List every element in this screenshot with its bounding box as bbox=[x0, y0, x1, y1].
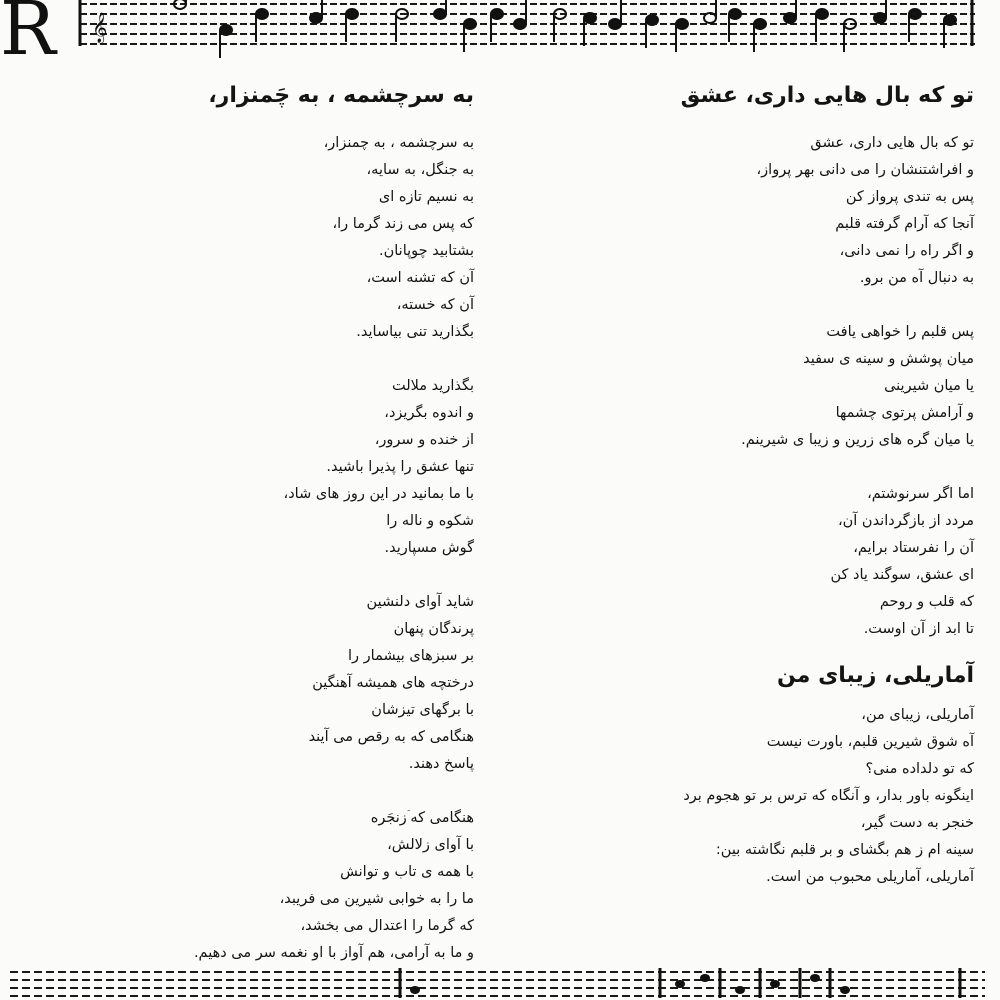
stanza bbox=[554, 319, 974, 454]
poem-line: پس قلبم را خواهی یافت bbox=[826, 324, 974, 340]
poem-title: تو که بال هایی داری، عشق bbox=[680, 83, 974, 108]
poem-line: که پس می زند گرما را، bbox=[332, 216, 474, 232]
poem-line: و ما به آرامی، هم آواز با او نغمه سر می دهیم. bbox=[193, 945, 474, 961]
poem-line: بگذارید تنی بیاساید. bbox=[356, 324, 474, 340]
poem-line: تنها عشق را پذیرا باشید. bbox=[326, 459, 474, 475]
stanza bbox=[144, 589, 474, 778]
stanza bbox=[554, 130, 974, 292]
poem-line: با برگهای تیزشان bbox=[371, 702, 474, 718]
poem-line: پاسخ دهند. bbox=[408, 756, 474, 772]
poem-line: که قلب و روحم bbox=[879, 594, 974, 610]
left-column bbox=[144, 76, 474, 967]
poem-line: و اگر راه را نمی دانی، bbox=[839, 243, 974, 259]
poem-line: آن که خسته، bbox=[396, 297, 474, 313]
poem-title: آماریلی، زیبای من bbox=[776, 663, 974, 688]
poem-body bbox=[144, 130, 474, 967]
poem-line: مردد از بازگرداندن آن، bbox=[837, 513, 974, 529]
poem-line: درختچه های همیشه آهنگین bbox=[312, 675, 474, 691]
poem-line: از خنده و سرور، bbox=[374, 432, 474, 448]
poem-line: خنجر به دست گیر، bbox=[860, 815, 974, 831]
poem-line: که تو دلداده منی؟ bbox=[865, 761, 974, 777]
poem-line: شکوه و ناله را bbox=[386, 513, 474, 529]
stanza bbox=[554, 702, 974, 891]
poem-line: به دنبال آه من برو. bbox=[859, 270, 974, 286]
poem-body bbox=[554, 702, 974, 891]
drop-cap-letter: R bbox=[0, 0, 56, 72]
poem-line: آنجا که آرام گرفته قلبم bbox=[835, 216, 974, 232]
poem-line: با آوای زلالش، bbox=[387, 837, 474, 853]
right-column bbox=[554, 76, 974, 891]
poem-line: و آرامش پرتوی چشمها bbox=[835, 405, 974, 421]
poem-line: به نسیم تازه ای bbox=[378, 189, 474, 205]
poem-line: گوش مسپارید. bbox=[384, 540, 474, 556]
music-staff-ornament-top bbox=[0, 0, 1000, 62]
music-staff-ornament-bottom bbox=[0, 968, 1000, 1000]
poem-line: پرندگان پنهان bbox=[393, 621, 474, 637]
stanza bbox=[144, 805, 474, 967]
poem-line: سینه ام ز هم بگشای و بر قلبم نگاشته بین: bbox=[715, 842, 974, 858]
poem-line: با ما بمانید در این روز های شاد، bbox=[283, 486, 474, 502]
poem-line: تا ابد از آن اوست. bbox=[863, 621, 974, 637]
poem-line: با همه ی تاب و توانش bbox=[340, 864, 474, 880]
poem-line: آه شوق شیرین قلبم، باورت نیست bbox=[766, 734, 974, 750]
svg-text:𝄞: 𝄞 bbox=[92, 13, 108, 43]
stanza bbox=[554, 481, 974, 643]
poem-line: ای عشق، سوگند یاد کن bbox=[830, 567, 974, 583]
poem-line: شاید آوای دلنشین bbox=[366, 594, 474, 610]
poem-line: آن را نفرستاد برایم، bbox=[853, 540, 974, 556]
poem-line: هنگامی که به رقص می آیند bbox=[308, 729, 474, 745]
poem-line: تو که بال هایی داری، عشق bbox=[810, 135, 974, 151]
poem-line: اینگونه باور بدار، و آنگاه که ترس بر تو هجوم برد bbox=[683, 788, 974, 804]
poem-line: اما اگر سرنوشتم، bbox=[867, 486, 974, 502]
poem-line: ما را به خوابی شیرین می فریبد، bbox=[279, 891, 474, 907]
poem-line: و افراشتنشان را می دانی بهر پرواز، bbox=[756, 162, 974, 178]
poem-line: بر سبزهای بیشمار را bbox=[348, 648, 474, 664]
poem-line: میان پوشش و سینه ی سفید bbox=[803, 351, 974, 367]
stanza bbox=[144, 373, 474, 562]
poem-line: یا میان گره های زرین و زیبا ی شیرینم. bbox=[741, 432, 974, 448]
poem-line: بگذارید ملالت bbox=[391, 378, 474, 394]
poem-line: و اندوه بگریزد، bbox=[384, 405, 474, 421]
poem-line: پس به تندی پرواز کن bbox=[845, 189, 974, 205]
poem-line: یا میان شیرینی bbox=[884, 378, 974, 394]
poem-line: که گرما را اعتدال می بخشد، bbox=[300, 918, 474, 934]
poem-title: به سرچشمه ، به چَمنزار، bbox=[208, 83, 474, 108]
poem-body bbox=[554, 130, 974, 643]
poem-line: به جنگل، به سایه، bbox=[366, 162, 474, 178]
poem-line: بشتابید چوپانان. bbox=[378, 243, 474, 259]
poem-line: هنگامی که ٙزنجَره bbox=[370, 810, 474, 826]
poem-line: به سرچشمه ، به چمنزار، bbox=[323, 135, 474, 151]
poem-line: آماریلی، آماریلی محبوب من است. bbox=[766, 869, 974, 885]
poem-line: آن که تشنه است، bbox=[366, 270, 474, 286]
stanza bbox=[144, 130, 474, 346]
poem-line: آماریلی، زیبای من، bbox=[861, 707, 974, 723]
